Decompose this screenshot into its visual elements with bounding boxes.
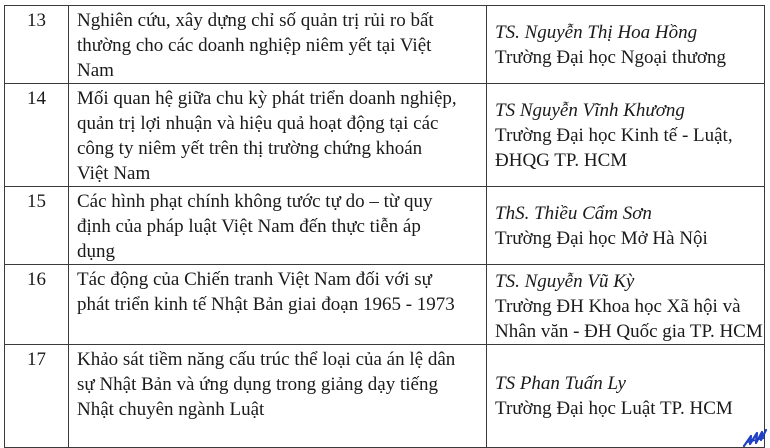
title-line: Việt Nam bbox=[77, 163, 151, 184]
author-cell bbox=[487, 6, 765, 84]
title-line: định của pháp luật Việt Nam đến thực tiễn áp bbox=[77, 216, 421, 237]
row-number: 16 bbox=[27, 269, 46, 290]
topic-title-cell bbox=[69, 345, 487, 448]
table-row bbox=[5, 345, 765, 448]
author-affiliation: Trường Đại học Luật TP. HCM bbox=[495, 398, 733, 419]
title-line: quản trị lợi nhuận và hiệu quả hoạt động tại các bbox=[77, 113, 439, 134]
row-number-cell bbox=[5, 6, 69, 84]
title-line: Nam bbox=[77, 60, 114, 81]
author-cell bbox=[487, 187, 765, 265]
row-number-cell bbox=[5, 84, 69, 187]
title-line: Mối quan hệ giữa chu kỳ phát triển doanh nghiệp, bbox=[77, 88, 457, 109]
title-line: công ty niêm yết trên thị trường chứng khoán bbox=[77, 138, 423, 159]
topic-title bbox=[77, 265, 482, 317]
title-line: sự Nhật Bản và ứng dụng trong giảng dạy tiếng bbox=[77, 374, 438, 395]
title-line: Khảo sát tiềm năng cấu trúc thể loại của án lệ dân bbox=[77, 349, 456, 370]
author-affiliation: ĐHQG TP. HCM bbox=[495, 149, 628, 171]
topic-title bbox=[77, 84, 482, 186]
row-number-cell bbox=[5, 265, 69, 345]
topic-title bbox=[77, 345, 482, 422]
author-block bbox=[495, 265, 764, 344]
title-line: thường cho các doanh nghiệp niêm yết tại Việt bbox=[77, 35, 432, 56]
author-affiliation: Trường Đại học Mở Hà Nội bbox=[495, 227, 708, 249]
title-line: phát triển kinh tế Nhật Bản giai đoạn 1965 - 1973 bbox=[77, 294, 455, 315]
research-topics-table bbox=[4, 5, 765, 448]
table-row bbox=[5, 265, 765, 345]
author-name: TS Phan Tuấn Ly bbox=[495, 373, 626, 394]
row-number: 14 bbox=[27, 88, 46, 109]
author-block bbox=[495, 371, 764, 421]
author-cell bbox=[487, 345, 765, 448]
table-row bbox=[5, 6, 765, 84]
row-number: 17 bbox=[27, 349, 46, 370]
author-cell bbox=[487, 265, 765, 345]
title-line: Tác động của Chiến tranh Việt Nam đối với sự bbox=[77, 269, 432, 290]
row-number-cell bbox=[5, 345, 69, 448]
table-row bbox=[5, 84, 765, 187]
topic-title-cell bbox=[69, 6, 487, 84]
topic-title bbox=[77, 187, 482, 264]
pen-signature-mark-icon bbox=[742, 428, 768, 447]
author-affiliation: Nhân văn - ĐH Quốc gia TP. HCM bbox=[495, 321, 763, 342]
table-row bbox=[5, 187, 765, 265]
topic-title-cell bbox=[69, 84, 487, 187]
author-name: TS Nguyễn Vĩnh Khương bbox=[495, 99, 685, 121]
topic-title-cell bbox=[69, 187, 487, 265]
row-number: 13 bbox=[27, 10, 46, 31]
author-name: TS. Nguyễn Thị Hoa Hồng bbox=[495, 21, 698, 43]
author-name: TS. Nguyễn Vũ Kỳ bbox=[495, 271, 635, 292]
author-affiliation: Trường Đại học Ngoại thương bbox=[495, 46, 727, 68]
author-block bbox=[495, 98, 764, 173]
title-line: Nhật chuyên ngành Luật bbox=[77, 399, 265, 420]
topic-title-cell bbox=[69, 265, 487, 345]
topic-title bbox=[77, 6, 482, 83]
author-block bbox=[495, 201, 764, 251]
author-affiliation: Trường ĐH Khoa học Xã hội và bbox=[495, 296, 741, 317]
author-affiliation: Trường Đại học Kinh tế - Luật, bbox=[495, 124, 733, 146]
title-line: Nghiên cứu, xây dựng chỉ số quản trị rủi ro bất bbox=[77, 10, 434, 31]
row-number: 15 bbox=[27, 191, 46, 212]
title-line: Các hình phạt chính không tước tự do – từ quy bbox=[77, 191, 433, 212]
author-block bbox=[495, 20, 764, 70]
title-line: dụng bbox=[77, 241, 115, 262]
author-name: ThS. Thiều Cẩm Sơn bbox=[495, 202, 652, 224]
row-number-cell bbox=[5, 187, 69, 265]
author-cell bbox=[487, 84, 765, 187]
